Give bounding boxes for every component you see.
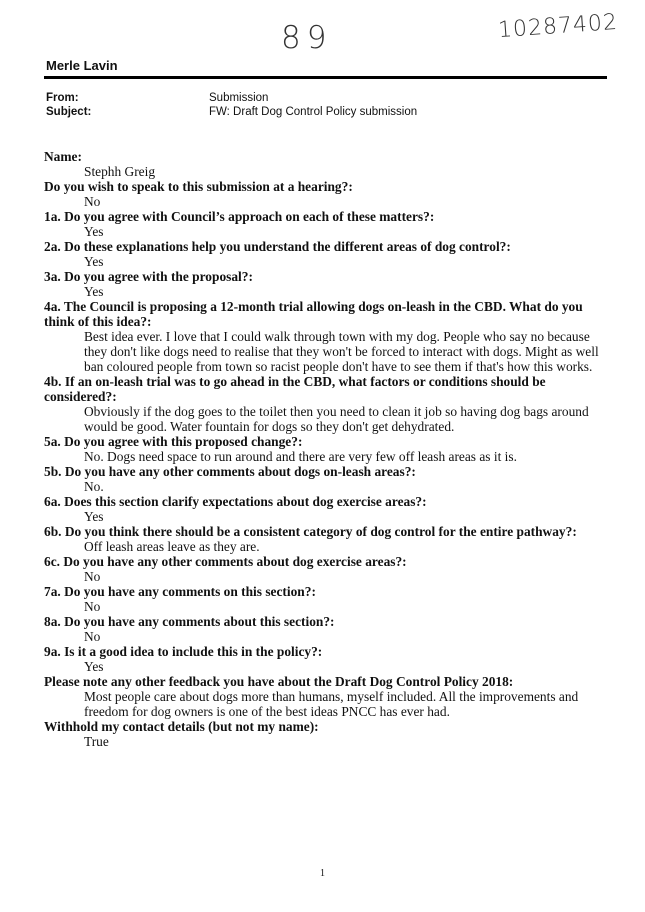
form-question: 1a. Do you agree with Council’s approach on each of these matters?: bbox=[44, 209, 435, 224]
sender-name: Merle Lavin bbox=[46, 58, 118, 73]
form-answer: No bbox=[84, 194, 101, 209]
form-question: Withhold my contact details (but not my name): bbox=[44, 719, 319, 734]
form-answer: No. bbox=[84, 479, 104, 494]
form-question: 4a. The Council is proposing a 12-month trial allowing dogs on-leash in the CBD. What do you think of this idea?: bbox=[44, 299, 583, 329]
handwritten-reference-number: 10287402 bbox=[497, 9, 619, 44]
form-answer: Yes bbox=[84, 659, 104, 674]
form-answer: No bbox=[84, 599, 101, 614]
form-question: 6a. Does this section clarify expectations about dog exercise areas?: bbox=[44, 494, 427, 509]
from-label: From: bbox=[46, 92, 79, 104]
form-question: 3a. Do you agree with the proposal?: bbox=[44, 269, 253, 284]
form-question: Do you wish to speak to this submission at a hearing?: bbox=[44, 179, 353, 194]
submission-form bbox=[44, 149, 609, 749]
form-question: 4b. If an on-leash trial was to go ahead in the CBD, what factors or conditions should be considered?: bbox=[44, 374, 546, 404]
form-question: Please note any other feedback you have about the Draft Dog Control Policy 2018: bbox=[44, 674, 514, 689]
form-question: 8a. Do you have any comments about this section?: bbox=[44, 614, 335, 629]
form-question: 6b. Do you think there should be a consistent category of dog control for the entire pathway?: bbox=[44, 524, 577, 539]
form-question: 7a. Do you have any comments on this section?: bbox=[44, 584, 316, 599]
form-question: Name: bbox=[44, 149, 82, 164]
form-question: 2a. Do these explanations help you understand the different areas of dog control?: bbox=[44, 239, 511, 254]
form-question: 9a. Is it a good idea to include this in the policy?: bbox=[44, 644, 323, 659]
form-answer: Best idea ever. I love that I could walk through town with my dog. People who say no because they don't like dogs need to realise that they won't be forced to interact with dogs. Might as well ban coloured people from town so racist people don't have to see them if that's how this works. bbox=[84, 329, 599, 374]
form-answer: Yes bbox=[84, 284, 104, 299]
form-question: 6c. Do you have any other comments about dog exercise areas?: bbox=[44, 554, 407, 569]
form-answer: Most people care about dogs more than humans, myself included. All the improvements and freedom for dog owners is one of the best ideas PNCC has ever had. bbox=[84, 689, 579, 719]
from-value: Submission bbox=[209, 92, 269, 104]
form-question: 5b. Do you have any other comments about dogs on-leash areas?: bbox=[44, 464, 416, 479]
form-answer: No. Dogs need space to run around and there are very few off leash areas as it is. bbox=[84, 449, 517, 464]
form-question: 5a. Do you agree with this proposed change?: bbox=[44, 434, 303, 449]
page-number: 1 bbox=[320, 868, 325, 879]
header-rule bbox=[44, 76, 607, 79]
subject-label: Subject: bbox=[46, 106, 92, 118]
form-answer: Yes bbox=[84, 224, 104, 239]
form-answer: No bbox=[84, 629, 101, 644]
form-answer: Yes bbox=[84, 509, 104, 524]
form-answer: Stephh Greig bbox=[84, 164, 156, 179]
form-answer: Off leash areas leave as they are. bbox=[84, 539, 260, 554]
form-answer: True bbox=[84, 734, 109, 749]
form-answer: No bbox=[84, 569, 101, 584]
form-answer: Obviously if the dog goes to the toilet then you need to clean it job so having dog bags around would be good. Water fountain for dogs so they don't get dehydrated. bbox=[84, 404, 589, 434]
form-answer: Yes bbox=[84, 254, 104, 269]
handwritten-page-number: 89 bbox=[281, 20, 333, 56]
subject-value: FW: Draft Dog Control Policy submission bbox=[209, 106, 418, 118]
